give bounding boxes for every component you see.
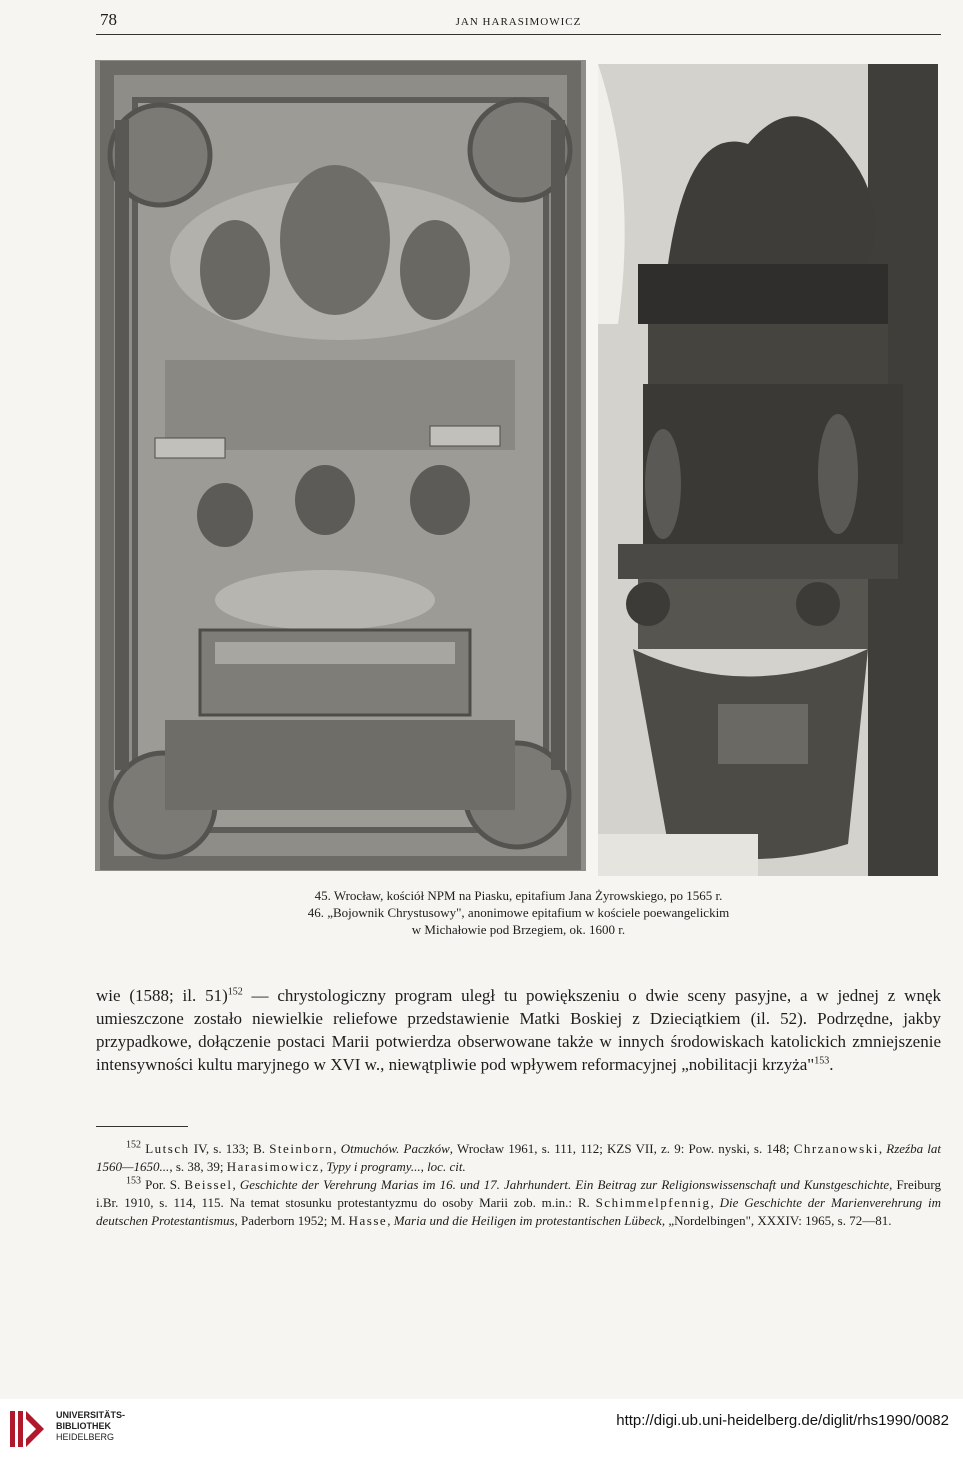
fn-author: Schimmelpfennig: [595, 1195, 711, 1210]
footnote-number: 152: [126, 1139, 141, 1151]
fn-text: , Freiburg i.Br. 1910, s. 114, 115. Na temat stosunku protestantyzmu do osoby Marii zob. m.in.: R.: [96, 1177, 941, 1210]
footnote-ref-152: 152: [227, 986, 243, 998]
fn-title: Die Geschichte der Marienverehrung im deutschen Protestantismus: [96, 1195, 941, 1228]
fn-text: ,: [232, 1177, 240, 1192]
body-paragraph: [96, 984, 941, 1076]
page-header: [96, 8, 941, 34]
fn-author: Lutsch: [145, 1141, 190, 1156]
fn-author: Beissel: [184, 1177, 233, 1192]
footnotes: [96, 1140, 941, 1230]
church-epitaph-illustration: [598, 64, 938, 876]
fn-text: IV, s. 133; B.: [189, 1141, 270, 1156]
permalink-url[interactable]: http://digi.ub.uni-heidelberg.de/diglit/rhs1990/0082: [616, 1412, 949, 1429]
epitaph-photo-45: [95, 60, 586, 871]
footnote-number: 153: [126, 1175, 141, 1187]
fn-title: Typy i programy..., loc. cit.: [326, 1159, 466, 1174]
fn-text: ,: [333, 1141, 341, 1156]
logo-line-2: BIBLIOTHEK: [56, 1421, 111, 1431]
footnote-rule: [96, 1126, 188, 1127]
fn-title: Otmuchów. Paczków: [340, 1141, 450, 1156]
caption-figure-46-cont: w Michałowie pod Brzegiem, ok. 1600 r.: [411, 922, 626, 937]
fn-text: , s. 38, 39;: [169, 1159, 227, 1174]
library-footer: [0, 1399, 963, 1471]
fn-text: Por. S.: [141, 1177, 185, 1192]
fn-title: Maria und die Heiligen im protestantischen Lübeck: [393, 1213, 662, 1228]
fn-author: Chrzanowski: [793, 1141, 879, 1156]
fn-text: ,: [878, 1141, 887, 1156]
fn-title: Geschichte der Verehrung Marias im 16. und 17. Jahrhundert. Ein Beitrag zur Religionswissenschaft und Kunstgeschichte: [239, 1177, 890, 1192]
fn-author: Steinborn: [269, 1141, 334, 1156]
fn-text: , „Nordelbingen", XXXIV: 1965, s. 72—81.: [661, 1213, 892, 1228]
header-rule: [96, 34, 941, 35]
logo-line-1: UNIVERSITÄTS-: [56, 1410, 126, 1420]
body-text-main: — chrystologiczny program uległ tu powiększeniu o dwie sceny pasyjne, a w jednej z wnęk umieszczone zostało niewielkie reliefowe przedstawienie Matki Boskiej z Dzieciątkiem (il. 52). Podrzędne, jakby przypadkowe, dołączenie postaci Marii potwierdza obserwowane także w innych środowiskach katolickich zmniejszenie intensywności kultu maryjnego w XVI w., niewątpliwie pod wpływem reformacyjnej „nobilitacji krzyża": [96, 986, 941, 1074]
ub-heidelberg-logo-icon[interactable]: [8, 1407, 48, 1451]
caption-figure-46: 46. „Bojownik Chrystusowy", anonimowe epitafium w kościele poewangelickim: [307, 905, 730, 920]
logo-line-3: HEIDELBERG: [56, 1432, 115, 1442]
body-text-end: .: [829, 1055, 834, 1074]
fn-text: ,: [710, 1195, 720, 1210]
running-head: JAN HARASIMOWICZ: [455, 16, 582, 28]
fn-title: Rzeźba lat 1560—1650...: [96, 1141, 942, 1174]
fn-author: Hasse: [348, 1213, 388, 1228]
library-logo-text[interactable]: [56, 1410, 125, 1443]
caption-figure-45: 45. Wrocław, kościół NPM na Piasku, epitafium Jana Żyrowskiego, po 1565 r.: [314, 888, 723, 903]
footnote-153: [96, 1176, 941, 1230]
fn-text: ,: [319, 1159, 327, 1174]
epitaph-relief-illustration: [95, 60, 586, 871]
church-epitaph-photo-46: [598, 64, 938, 876]
fn-text: ,: [387, 1213, 394, 1228]
page-number: 78: [100, 10, 117, 29]
fn-author: Harasimowicz: [226, 1159, 320, 1174]
fn-text: , Paderborn 1952; M.: [234, 1213, 349, 1228]
footnote-ref-153: 153: [814, 1055, 830, 1067]
body-text-start: wie (1588; il. 51): [96, 986, 228, 1005]
footnote-152: [96, 1140, 941, 1176]
fn-text: , Wrocław 1961, s. 111, 112; KZS VII, z. 9: Pow. nyski, s. 148;: [449, 1141, 794, 1156]
